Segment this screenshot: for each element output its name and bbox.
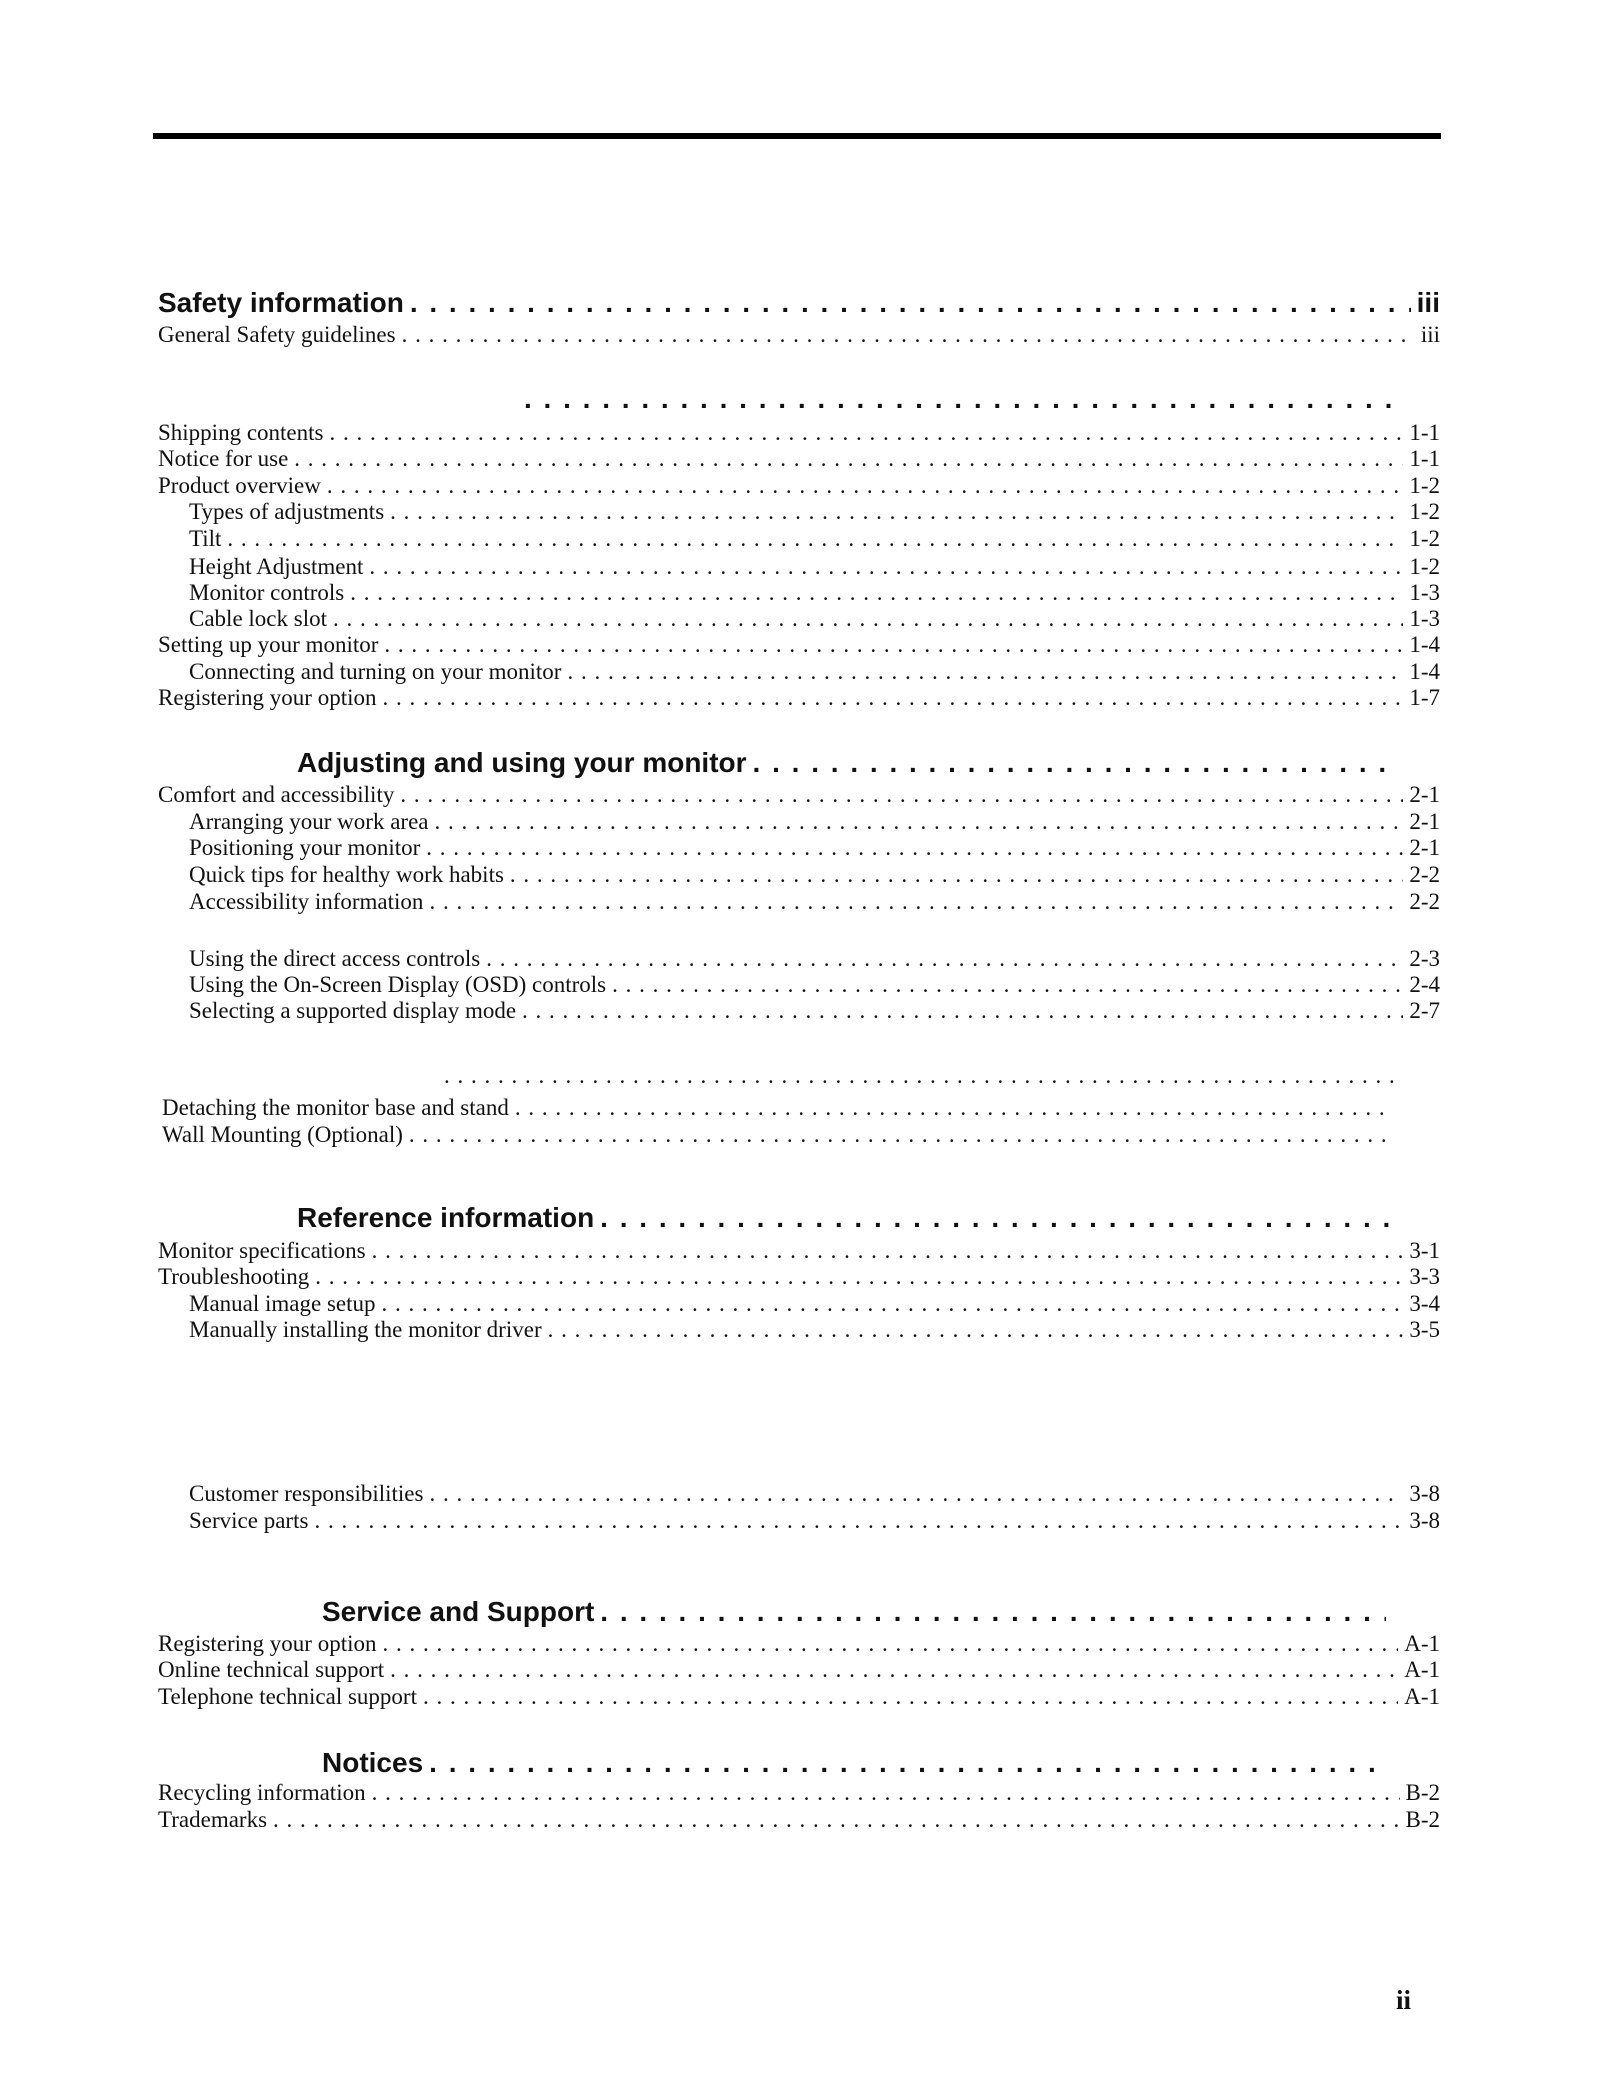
toc-page-number: A-1 bbox=[1404, 1657, 1440, 1682]
toc-entry[interactable] bbox=[158, 685, 1440, 713]
toc-entry[interactable] bbox=[158, 606, 1440, 634]
toc-page-number: 1-4 bbox=[1409, 659, 1440, 684]
leader-dots bbox=[294, 446, 1403, 472]
leader-dots bbox=[382, 685, 1403, 711]
toc-page-number: 2-2 bbox=[1409, 862, 1440, 887]
toc-entry-label: Recycling information bbox=[158, 1780, 366, 1805]
toc-entry-label: Wall Mounting (Optional) bbox=[162, 1122, 403, 1147]
leader-dots bbox=[372, 1780, 1400, 1806]
leader-dots bbox=[423, 1684, 1398, 1710]
toc-entry[interactable] bbox=[158, 972, 1440, 1000]
page-number-footer: ii bbox=[1396, 1985, 1412, 2015]
toc-entry-label: General Safety guidelines bbox=[158, 322, 396, 347]
toc-page-number: 1-2 bbox=[1409, 473, 1440, 498]
toc-entry-label: Manually installing the monitor driver bbox=[189, 1317, 542, 1342]
toc-page-number: 3-3 bbox=[1409, 1264, 1440, 1289]
toc-page-number: 2-1 bbox=[1409, 835, 1440, 860]
toc-page-number: 2-3 bbox=[1409, 946, 1440, 971]
leader-dots bbox=[400, 782, 1403, 808]
toc-entry-label: Trademarks bbox=[158, 1807, 268, 1832]
leader-dots bbox=[486, 946, 1403, 972]
toc-entry[interactable] bbox=[158, 1657, 1440, 1685]
leader-dots bbox=[410, 287, 1411, 319]
toc-entry-label: Customer responsibilities bbox=[189, 1481, 424, 1506]
toc-heading-label: Notices bbox=[322, 1747, 424, 1778]
toc-page-number: 1-2 bbox=[1409, 526, 1440, 551]
toc-page-number: iii bbox=[1420, 322, 1440, 347]
toc-page-number: 1-2 bbox=[1409, 554, 1440, 579]
toc-entry-label: Arranging your work area bbox=[189, 809, 429, 834]
toc-entry-label: Shipping contents bbox=[158, 420, 324, 445]
toc-heading-label: Service and Support bbox=[322, 1596, 595, 1627]
toc-entry[interactable] bbox=[158, 862, 1440, 890]
toc-heading-service[interactable] bbox=[158, 1596, 1392, 1630]
toc-entry[interactable] bbox=[158, 420, 1440, 448]
leader-dots bbox=[435, 809, 1404, 835]
toc-entry[interactable] bbox=[158, 1238, 1440, 1266]
toc-entry-label: Monitor specifications bbox=[158, 1238, 366, 1263]
leader-dots bbox=[314, 1508, 1403, 1534]
leader-dots bbox=[227, 526, 1403, 552]
leader-dots bbox=[382, 1631, 1398, 1657]
toc-entry[interactable] bbox=[158, 446, 1440, 474]
leader-dots bbox=[329, 420, 1403, 446]
toc-entry-label: Selecting a supported display mode bbox=[189, 998, 517, 1023]
toc-entry-label: Using the direct access controls bbox=[189, 946, 481, 971]
toc-entry-label: Online technical support bbox=[158, 1657, 385, 1682]
toc-page-number: 1-1 bbox=[1409, 446, 1440, 471]
toc-entry-label: Using the On-Screen Display (OSD) controls bbox=[189, 972, 607, 997]
toc-heading-label: Reference information bbox=[297, 1202, 595, 1233]
leader-dots bbox=[426, 835, 1403, 861]
toc-entry-label: Comfort and accessibility bbox=[158, 782, 395, 807]
toc-entry[interactable] bbox=[162, 1095, 1392, 1123]
leader-dots bbox=[369, 554, 1403, 580]
toc-entry-label: Accessibility information bbox=[189, 889, 424, 914]
toc-entry-label: Tilt bbox=[189, 526, 222, 551]
toc-entry-label: Detaching the monitor base and stand bbox=[162, 1095, 509, 1120]
leader-dots bbox=[429, 1747, 1386, 1779]
toc-entry[interactable] bbox=[158, 1291, 1440, 1319]
toc-entry-label: Notice for use bbox=[158, 446, 289, 471]
toc-page-number: 1-3 bbox=[1409, 606, 1440, 631]
leader-dots bbox=[382, 1291, 1404, 1317]
toc-entry-label: Types of adjustments bbox=[189, 499, 385, 524]
leader-dots bbox=[522, 998, 1403, 1024]
toc-entry[interactable] bbox=[158, 809, 1440, 837]
leader-dots bbox=[548, 1317, 1404, 1343]
toc-page-number: 2-7 bbox=[1409, 998, 1440, 1023]
toc-page-number: 2-2 bbox=[1409, 889, 1440, 914]
leader-dots bbox=[315, 1264, 1403, 1290]
toc-page-number: A-1 bbox=[1404, 1631, 1440, 1656]
toc-page-number: 2-1 bbox=[1409, 782, 1440, 807]
leader-dots bbox=[515, 1095, 1386, 1121]
toc-entry[interactable] bbox=[158, 782, 1440, 810]
toc-entry[interactable] bbox=[158, 473, 1440, 501]
toc-page-number: A-1 bbox=[1404, 1684, 1440, 1709]
leader-dots bbox=[402, 322, 1415, 348]
toc-entry-label: Cable lock slot bbox=[189, 606, 327, 631]
toc-heading-detaching[interactable] bbox=[158, 1063, 1405, 1091]
toc-entry[interactable] bbox=[158, 1508, 1440, 1536]
toc-entry[interactable] bbox=[158, 322, 1440, 350]
toc-page-number: 3-4 bbox=[1409, 1291, 1440, 1316]
toc-entry[interactable] bbox=[158, 659, 1440, 687]
leader-dots bbox=[612, 972, 1403, 998]
toc-heading-adjusting[interactable] bbox=[158, 747, 1405, 781]
toc-page-number: 2-1 bbox=[1409, 809, 1440, 834]
toc-entry[interactable] bbox=[158, 946, 1440, 974]
toc-entry[interactable] bbox=[158, 998, 1440, 1026]
toc-entry[interactable] bbox=[158, 889, 1440, 917]
leader-dots bbox=[429, 1481, 1403, 1507]
toc-entry[interactable] bbox=[158, 1631, 1440, 1659]
toc-page-number: 1-7 bbox=[1409, 685, 1440, 710]
toc-entry[interactable] bbox=[158, 580, 1440, 608]
toc-entry[interactable] bbox=[162, 1122, 1392, 1150]
toc-page-number: 3-5 bbox=[1409, 1317, 1440, 1342]
toc-entry-label: Manual image setup bbox=[189, 1291, 376, 1316]
toc-page-number: 2-4 bbox=[1409, 972, 1440, 997]
toc-entry[interactable] bbox=[158, 1264, 1440, 1292]
toc-entry-label: Monitor controls bbox=[189, 580, 345, 605]
leader-dots bbox=[753, 747, 1399, 779]
leader-dots bbox=[510, 862, 1403, 888]
toc-page-number: 1-1 bbox=[1409, 420, 1440, 445]
leader-dots bbox=[333, 606, 1403, 632]
toc-entry-label: Connecting and turning on your monitor bbox=[189, 659, 562, 684]
toc-entry[interactable] bbox=[158, 499, 1440, 527]
toc-page-number: B-2 bbox=[1405, 1780, 1440, 1805]
toc-entry-label: Quick tips for healthy work habits bbox=[189, 862, 504, 887]
toc-page-number: iii bbox=[1416, 287, 1440, 318]
toc-heading-safety[interactable] bbox=[158, 287, 1440, 321]
leader-dots bbox=[372, 1238, 1404, 1264]
leader-dots bbox=[429, 889, 1403, 915]
toc-heading-reference[interactable] bbox=[158, 1202, 1405, 1236]
toc-page-number: 1-3 bbox=[1409, 580, 1440, 605]
toc-heading-label: Safety information bbox=[158, 287, 404, 318]
toc-page-number: 3-8 bbox=[1409, 1481, 1440, 1506]
leader-dots bbox=[567, 659, 1403, 685]
toc-page-number: B-2 bbox=[1405, 1807, 1440, 1832]
leader-dots bbox=[444, 1063, 1399, 1089]
toc-entry-label: Positioning your monitor bbox=[189, 835, 421, 860]
toc-heading-notices[interactable] bbox=[158, 1747, 1392, 1781]
toc-entry-label: Setting up your monitor bbox=[158, 632, 379, 657]
toc-entry-label: Troubleshooting bbox=[158, 1264, 310, 1289]
toc-entry-label: Registering your option bbox=[158, 1631, 377, 1656]
toc-page-number: 3-8 bbox=[1409, 1508, 1440, 1533]
toc-heading-getting-started[interactable] bbox=[158, 383, 1405, 417]
toc-page-number: 1-4 bbox=[1409, 632, 1440, 657]
leader-dots bbox=[350, 580, 1403, 606]
toc-entry-label: Registering your option bbox=[158, 685, 377, 710]
leader-dots bbox=[524, 383, 1399, 415]
leader-dots bbox=[327, 473, 1403, 499]
toc-entry[interactable] bbox=[158, 554, 1440, 582]
header-rule bbox=[153, 133, 1441, 139]
leader-dots bbox=[390, 499, 1403, 525]
toc-entry-label: Telephone technical support bbox=[158, 1684, 417, 1709]
toc-entry[interactable] bbox=[158, 526, 1440, 554]
toc-heading-label: Adjusting and using your monitor bbox=[297, 747, 747, 778]
leader-dots bbox=[273, 1807, 1399, 1833]
leader-dots bbox=[409, 1122, 1386, 1148]
toc-entry-label: Product overview bbox=[158, 473, 321, 498]
leader-dots bbox=[384, 632, 1403, 658]
leader-dots bbox=[600, 1202, 1399, 1234]
toc-entry-label: Service parts bbox=[189, 1508, 309, 1533]
leader-dots bbox=[390, 1657, 1398, 1683]
toc-page-number: 1-2 bbox=[1409, 499, 1440, 524]
toc-entry[interactable] bbox=[158, 1684, 1440, 1712]
toc-page-number: 3-1 bbox=[1409, 1238, 1440, 1263]
toc-entry[interactable] bbox=[158, 835, 1440, 863]
toc-entry[interactable] bbox=[158, 1317, 1440, 1345]
toc-entry[interactable] bbox=[158, 1807, 1440, 1835]
toc-entry[interactable] bbox=[158, 1481, 1440, 1509]
toc-entry[interactable] bbox=[158, 632, 1440, 660]
toc-entry[interactable] bbox=[158, 1780, 1440, 1808]
leader-dots bbox=[600, 1596, 1386, 1628]
toc-entry-label: Height Adjustment bbox=[189, 554, 364, 579]
